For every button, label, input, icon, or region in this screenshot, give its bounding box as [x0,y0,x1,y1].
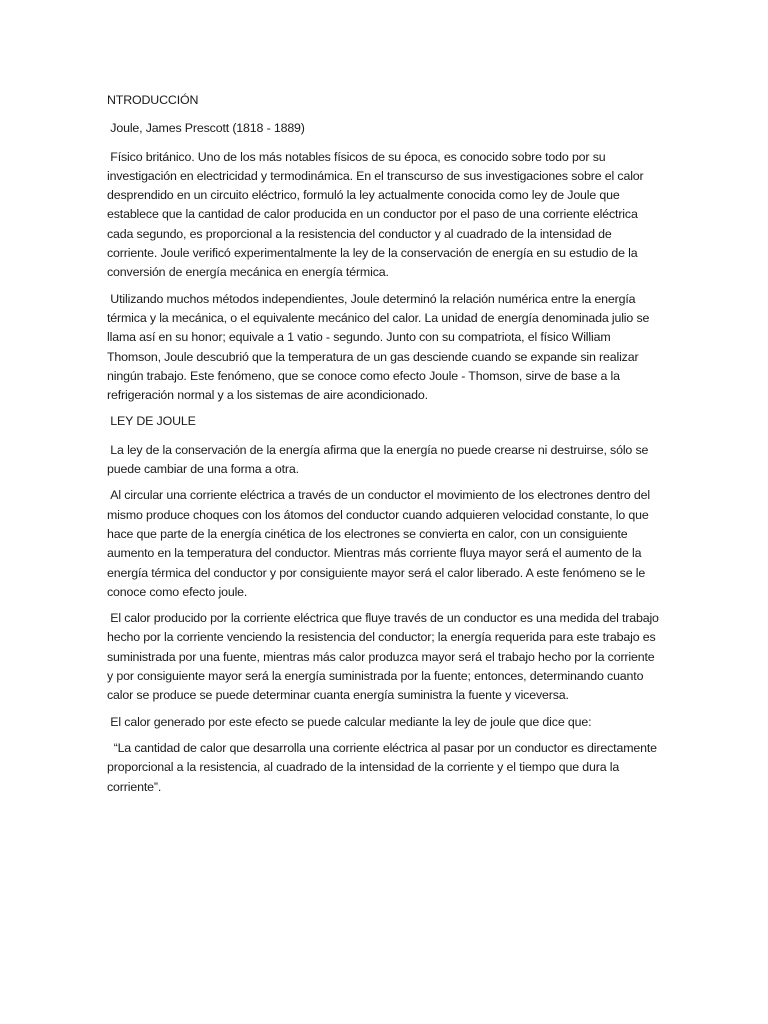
document-body [107,91,662,804]
paragraph: El calor generado por este efecto se puede calcular mediante la ley de joule que dice que: [107,714,592,729]
document-heading: NTRODUCCIÓN [107,93,199,107]
paragraph: La ley de la conservación de la energía afirma que la energía no puede crearse ni destruirse, sólo se puede cambiar de una forma a otra. [107,442,652,477]
paragraph: El calor producido por la corriente eléctrica que fluye través de un conductor es una medida del trabajo hecho por la corriente venciendo la resistencia del conductor; la energía requerida para este trabajo es suministrada por una fuente, mientras más calor produzca mayor será el trabajo hecho por la corriente y por consiguiente mayor será la energía suministrada por la fuente; entonces, determinando cuanto calor se produce se puede determinar cuanta energía suministra la fuente y viceversa. [107,611,663,703]
paragraph: Físico británico. Uno de los más notables físicos de su época, es conocido sobre todo por su investigación en electricidad y termodinámica. En el transcurso de sus investigaciones sobre el calor desprendido en un circuito eléctrico, formuló la ley actualmente conocida como ley de Joule que establece que la cantidad de calor producida en un conductor por el paso de una corriente eléctrica cada segundo, es proporcional a la resistencia del conductor y al cuadrado de la intensidad de corriente. Joule verificó experimentalmente la ley de la conservación de energía en su estudio de la conversión de energía mecánica en energía térmica. [107,149,647,280]
quote-paragraph: “La cantidad de calor que desarrolla una corriente eléctrica al pasar por un conductor es directamente proporcional a la resistencia, al cuadrado de la intensidad de la corriente y el tiempo que dura la corriente”. [107,740,661,794]
paragraph: Al circular una corriente eléctrica a través de un conductor el movimiento de los electrones dentro del mismo produce choques con los átomos del conductor cuando adquieren velocidad constante, lo que hace que parte de la energía cinética de los electrones se convierta en calor, con un consiguiente aumento en la temperatura del conductor. Mientras más corriente fluya mayor será el aumento de la energía térmica del conductor y por consiguiente mayor será el calor liberado. A este fenómeno se le conoce como efecto joule. [107,488,654,599]
paragraph: Utilizando muchos métodos independientes, Joule determinó la relación numérica entre la energía térmica y la mecánica, o el equivalente mecánico del calor. La unidad de energía denominada julio se llama así en su honor; equivale a 1 vatio - segundo. Junto con su compatriota, el físico William Thomson, Joule descubrió que la temperatura de un gas desciende cuando se expande sin realizar ningún trabajo. Este fenómeno, que se conoce como efecto Joule - Thomson, sirve de base a la refrigeración normal y a los sistemas de aire acondicionado. [107,291,653,403]
section-heading: LEY DE JOULE [107,414,196,429]
document-subtitle: Joule, James Prescott (1818 - 1889) [107,121,305,136]
